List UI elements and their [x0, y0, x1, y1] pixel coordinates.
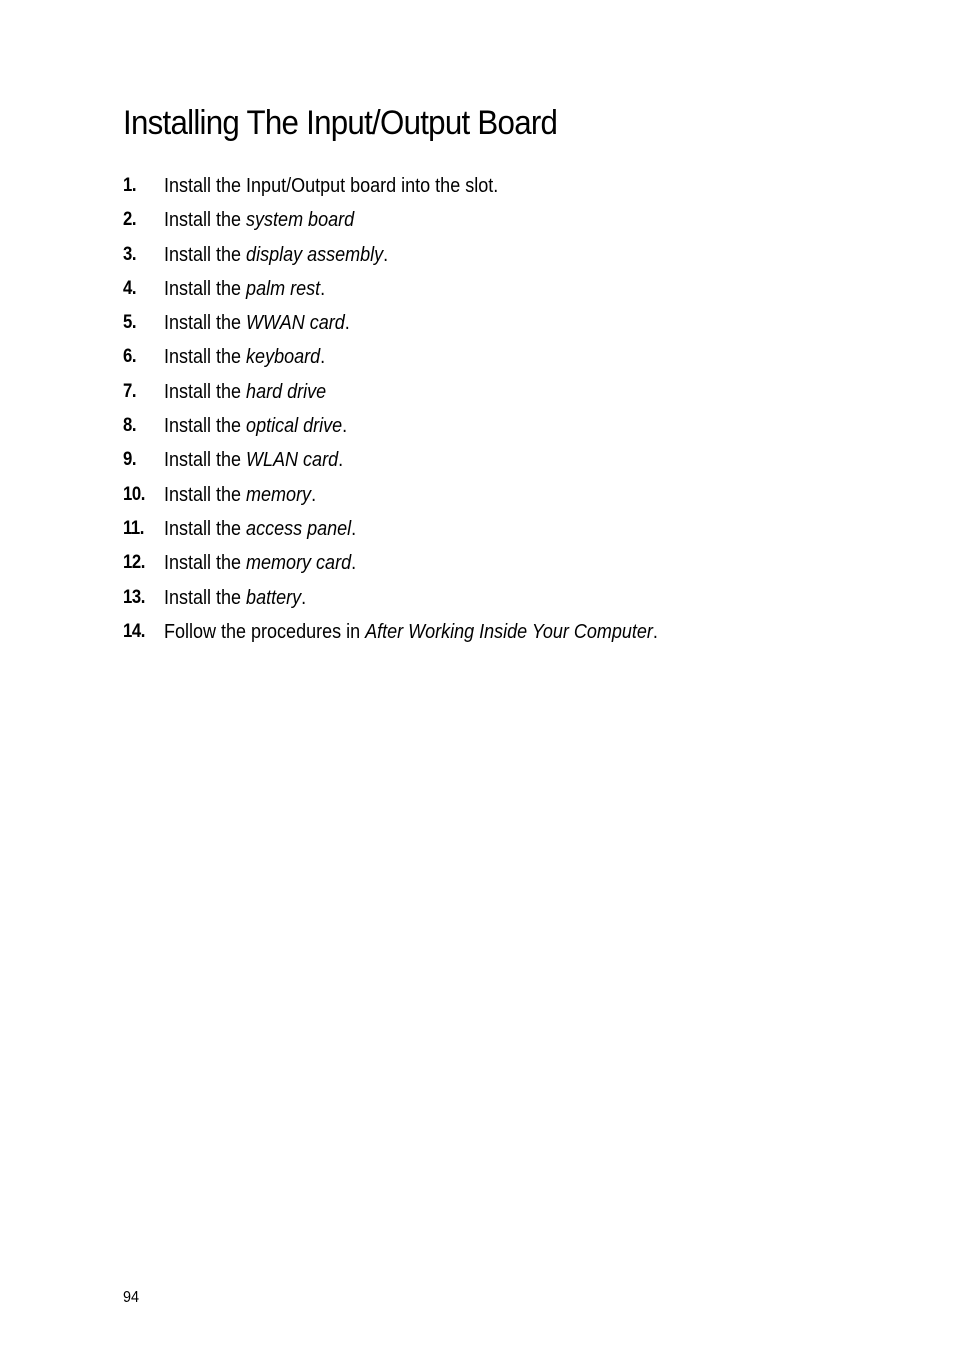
step-text	[164, 205, 354, 235]
step-text	[164, 617, 658, 647]
step-emphasis: WWAN card	[246, 312, 345, 335]
step-text	[164, 240, 388, 270]
step-suffix: .	[652, 620, 658, 643]
step-text	[164, 274, 325, 304]
step-text	[164, 411, 347, 441]
step-prefix: Install the	[164, 277, 247, 300]
step-suffix: .	[351, 517, 357, 540]
step-suffix: .	[301, 586, 307, 609]
step-emphasis: battery	[246, 586, 302, 609]
step-text	[164, 480, 316, 510]
step-suffix: .	[320, 346, 326, 369]
step-emphasis: hard drive	[246, 380, 327, 403]
step-number: 3.	[123, 243, 137, 265]
step-prefix: Install the	[164, 346, 247, 369]
step-text	[164, 514, 356, 544]
step-prefix: Install the Input/Output board into the slot.	[164, 175, 499, 197]
page-title: Installing The Input/Output Board	[123, 104, 558, 142]
step-number: 6.	[123, 346, 137, 368]
step-prefix: Install the	[164, 483, 247, 506]
step-suffix: .	[383, 243, 389, 266]
step-prefix: Follow the procedures in	[164, 620, 366, 643]
step-text	[164, 308, 350, 338]
step-number: 8.	[123, 415, 137, 437]
step-text	[164, 342, 325, 372]
step-emphasis: display assembly	[246, 243, 384, 266]
step-number: 1.	[123, 175, 137, 196]
step-text	[164, 171, 498, 201]
step-number: 11.	[123, 517, 145, 539]
step-prefix: Install the	[164, 586, 247, 609]
step-text	[164, 377, 326, 407]
step-number: 12.	[123, 552, 145, 574]
step-prefix: Install the	[164, 552, 247, 575]
step-number: 2.	[123, 209, 137, 231]
step-text	[164, 445, 343, 475]
step-prefix: Install the	[164, 380, 247, 403]
step-prefix: Install the	[164, 243, 247, 266]
step-suffix: .	[351, 552, 357, 575]
step-prefix: Install the	[164, 209, 247, 232]
step-suffix: .	[344, 312, 350, 335]
step-prefix: Install the	[164, 517, 247, 540]
step-text	[164, 583, 306, 613]
step-prefix: Install the	[164, 449, 247, 472]
step-suffix: .	[311, 483, 317, 506]
step-number: 4.	[123, 277, 137, 299]
step-emphasis: memory	[246, 483, 312, 506]
step-emphasis: system board	[246, 209, 355, 232]
step-text	[164, 548, 356, 578]
step-suffix: .	[338, 449, 344, 472]
step-prefix: Install the	[164, 415, 247, 438]
step-number: 9.	[123, 449, 137, 471]
step-prefix: Install the	[164, 312, 247, 335]
step-emphasis: palm rest	[246, 277, 321, 300]
step-emphasis: access panel	[246, 517, 352, 540]
page-number: 94	[123, 1289, 140, 1306]
step-emphasis: After Working Inside Your Computer	[365, 620, 653, 643]
step-number: 14.	[123, 620, 145, 642]
step-emphasis: WLAN card	[246, 449, 339, 472]
step-number: 5.	[123, 312, 137, 334]
step-suffix: .	[342, 415, 348, 438]
step-emphasis: memory card	[246, 552, 352, 575]
step-number: 13.	[123, 586, 145, 608]
step-suffix: .	[320, 277, 326, 300]
step-emphasis: keyboard	[246, 346, 321, 369]
step-number: 7.	[123, 380, 137, 402]
step-number: 10.	[123, 483, 145, 505]
step-emphasis: optical drive	[246, 415, 343, 438]
